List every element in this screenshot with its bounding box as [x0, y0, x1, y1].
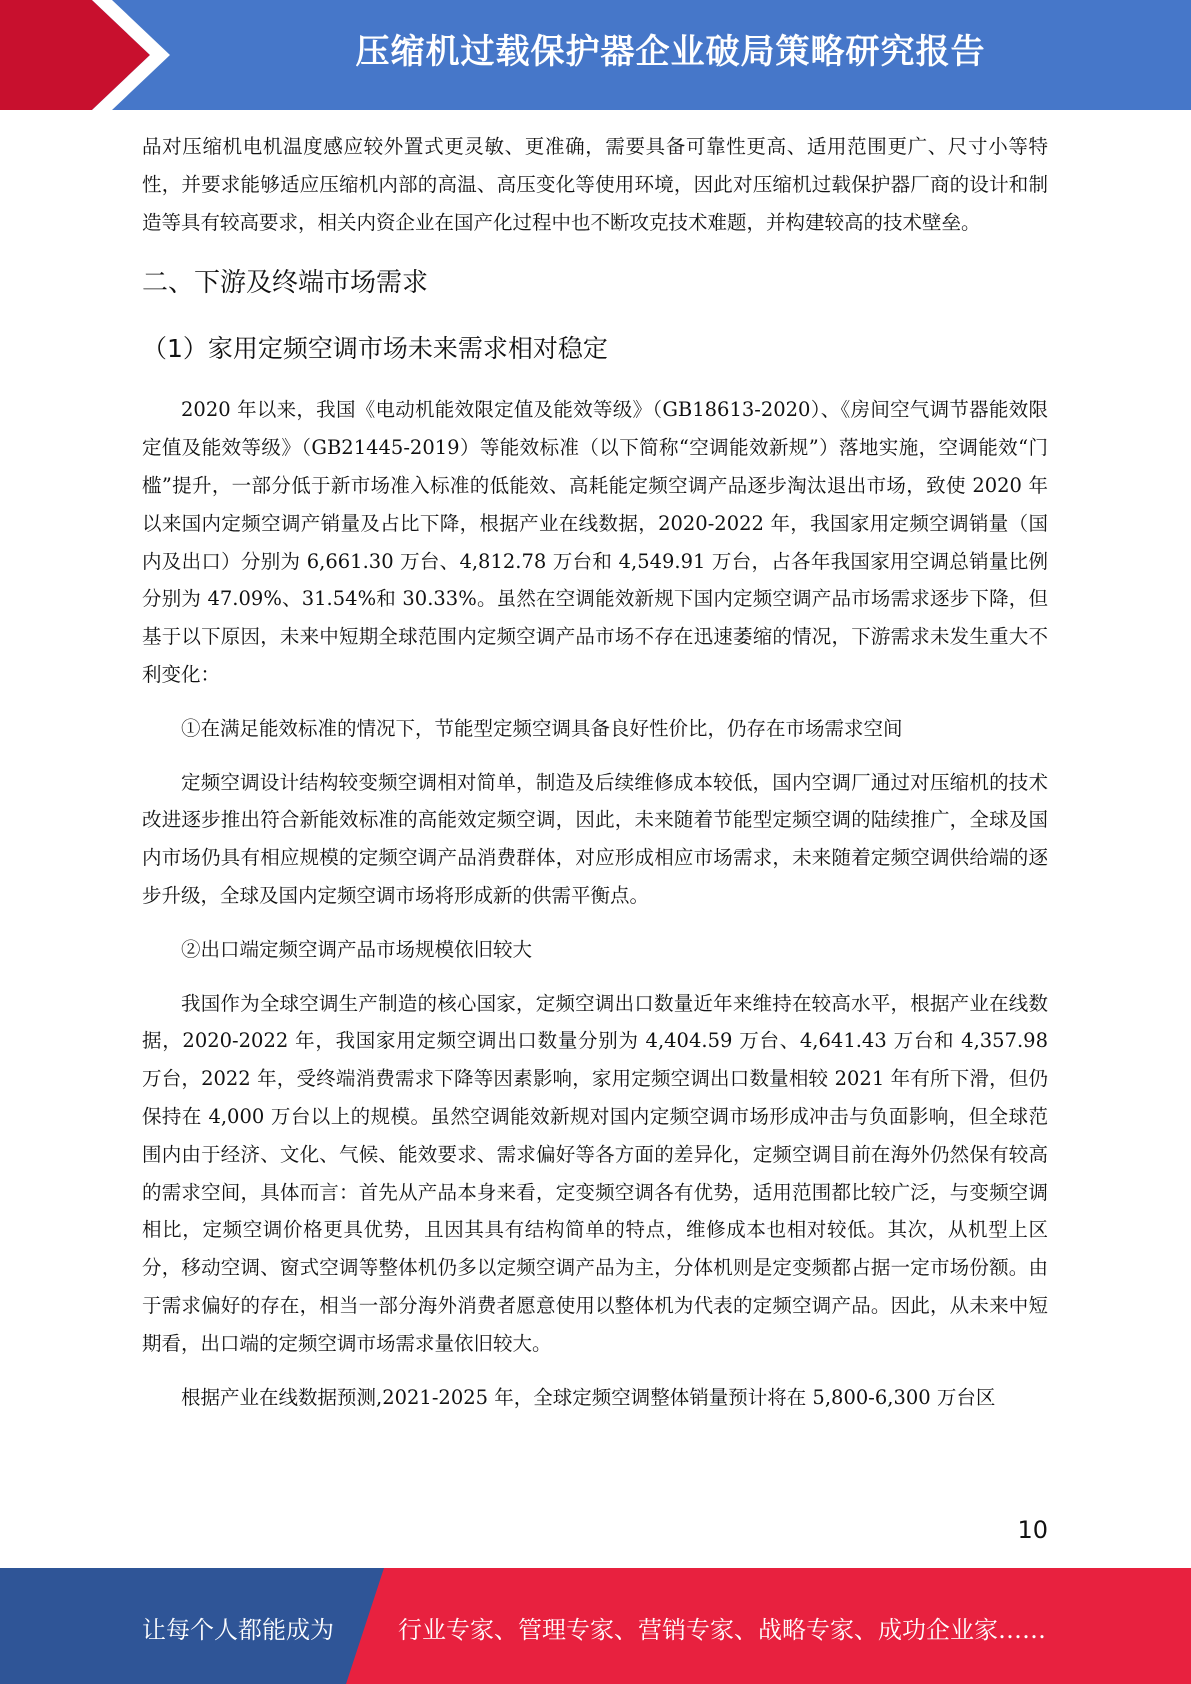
page-number: 10 — [1017, 1516, 1048, 1544]
subsection-heading: （1）家用定频空调市场未来需求相对稳定 — [142, 334, 608, 364]
section-heading: 二、下游及终端市场需求 — [142, 268, 429, 299]
footer-slogan-left: 让每个人都能成为 — [142, 1616, 334, 1644]
document-body — [142, 128, 1048, 1416]
page-footer — [0, 1568, 1191, 1684]
point-two-heading: ②出口端定频空调产品市场规模依旧较大 — [181, 937, 533, 961]
page-header — [0, 0, 1191, 110]
paragraph-export-market: 我国作为全球空调生产制造的核心国家，定频空调出口数量近年来维持在较高水平，根据产业在线数据，2020-2022 年，我国家用定频空调出口数量分别为 4,404.59 万台、4,641.43 万台和 4,357.98 万台，2022 年，受终端消费需求下降等因素影响，家用定频空调出口数量相较 2021 年有所下滑，但仍保持在 4,000 万台以上的规模。虽然空调能效新规对国内定频空调市场形成冲击与负面影响，但全球范围内由于经济、文化、气候、能效要求、需求偏好等各方面的差异化，定频空调目前在海外仍然保有较高的需求空间，具体而言：首先从产品本身来看，定变频空调各有优势，适用范围都比较广泛，与变频空调相比，定频空调价格更具优势，且因其具有结构简单的特点，维修成本也相对较低。其次，从机型上区分，移动空调、窗式空调等整体机仍多以定频空调产品为主，分体机则是定变频都占据一定市场份额。由于需求偏好的存在，相当一部分海外消费者愿意使用以整体机为代表的定频空调产品。因此，从未来中短期看，出口端的定频空调市场需求量依旧较大。 — [142, 991, 1048, 1355]
report-title: 压缩机过载保护器企业破局策略研究报告 — [355, 32, 986, 72]
paragraph-forecast: 根据产业在线数据预测,2021-2025 年，全球定频空调整体销量预计将在 5,800-6,300 万台区 — [181, 1385, 996, 1409]
footer-slogan-right: 行业专家、管理专家、营销专家、战略专家、成功企业家…… — [398, 1616, 1046, 1644]
paragraph-fixed-frequency-design: 定频空调设计结构较变频空调相对简单，制造及后续维修成本较低，国内空调厂通过对压缩机的技术改进逐步推出符合新能效标准的高能效定频空调，因此，未来随着节能型定频空调的陆续推广，全球及国内市场仍具有相应规模的定频空调产品消费群体，对应形成相应市场需求，未来随着定频空调供给端的逐步升级，全球及国内定频空调市场将形成新的供需平衡点。 — [142, 770, 1048, 907]
paragraph-continuation: 品对压缩机电机温度感应较外置式更灵敏、更准确，需要具备可靠性更高、适用范围更广、尺寸小等特性，并要求能够适应压缩机内部的高温、高压变化等使用环境，因此对压缩机过载保护器厂商的设计和制造等具有较高要求，相关内资企业在国产化过程中也不断攻克技术难题，并构建较高的技术壁垒。 — [142, 135, 1048, 234]
paragraph-energy-standards: 2020 年以来，我国《电动机能效限定值及能效等级》（GB18613-2020）、《房间空气调节器能效限定值及能效等级》（GB21445-2019）等能效标准（以下简称“空调能效新规”）落地实施，空调能效“门槛”提升，一部分低于新市场准入标准的低能效、高耗能定频空调产品逐步淘汰退出市场，致使 2020 年以来国内定频空调产销量及占比下降，根据产业在线数据，2020-2022 年，我国家用定频空调销量（国内及出口）分别为 6,661.30 万台、4,812.78 万台和 4,549.91 万台，占各年我国家用空调总销量比例分别为 47.09%、31.54%和 30.33%。虽然在空调能效新规下国内定频空调产品市场需求逐步下降，但基于以下原因，未来中短期全球范围内定频空调产品市场不存在迅速萎缩的情况，下游需求未发生重大不利变化： — [142, 398, 1048, 686]
point-one-heading: ①在满足能效标准的情况下，节能型定频空调具备良好性价比，仍存在市场需求空间 — [181, 716, 903, 740]
